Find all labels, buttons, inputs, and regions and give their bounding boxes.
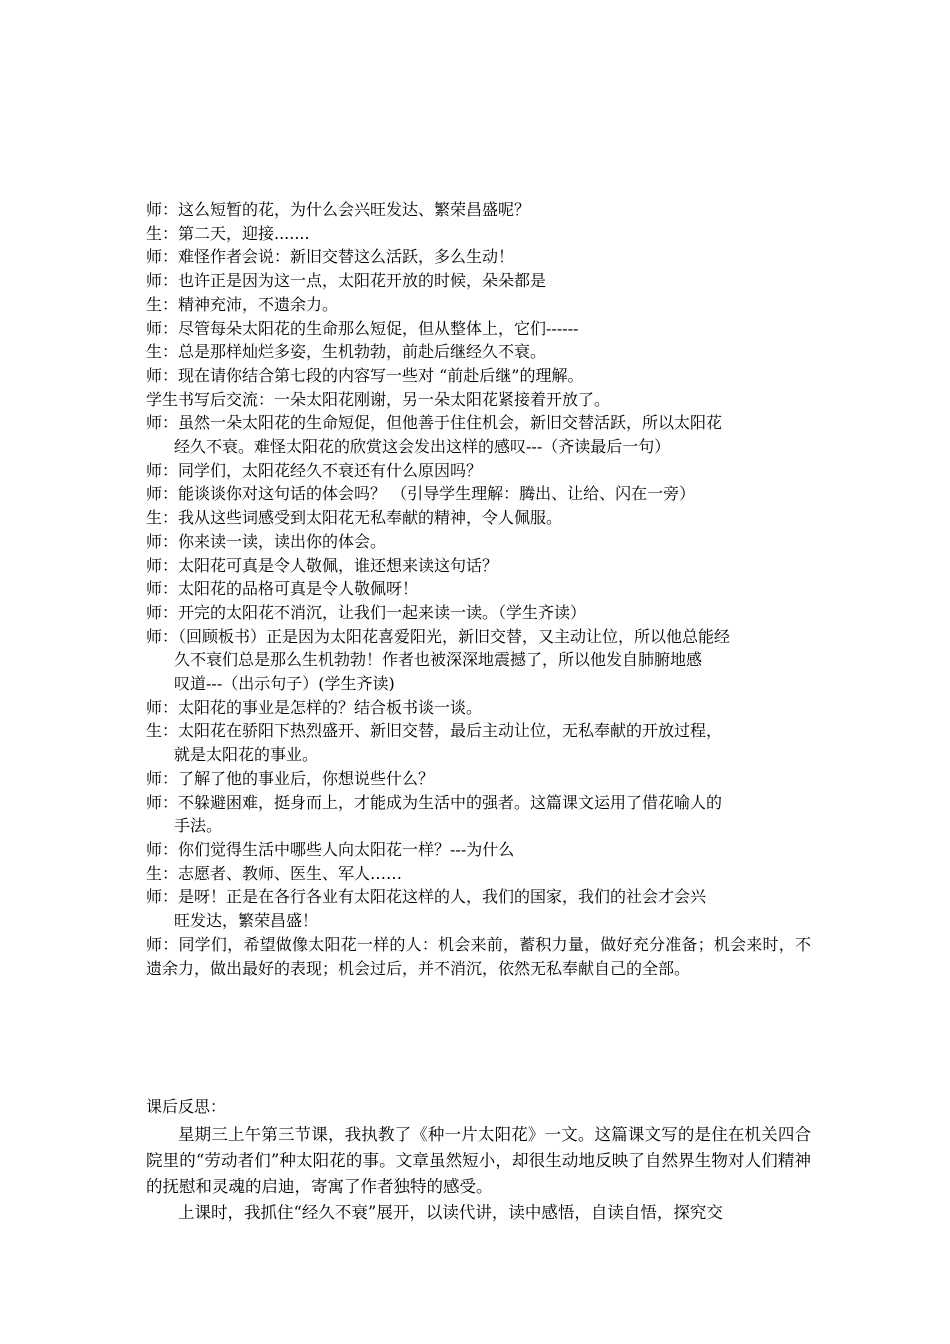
dialogue-line: 师：也许正是因为这一点，太阳花开放的时候，朵朵都是 — [146, 271, 547, 291]
dialogue-line: 师：了解了他的事业后，你想说些什么？ — [146, 768, 435, 788]
dialogue-line: 生：总是那样灿烂多姿，生机勃勃，前赴后继经久不衰。 — [146, 342, 547, 362]
dialogue-line: 师：太阳花可真是令人敬佩，谁还想来读这句话？ — [146, 555, 499, 575]
dialogue-line: 生：精神充沛，不遗余力。 — [146, 294, 339, 314]
dialogue-line: 生：志愿者、教师、医生、军人…… — [146, 863, 403, 883]
dialogue-line: 师：尽管每朵太阳花的生命那么短促，但从整体上，它们------ — [146, 318, 579, 338]
dialogue-line: 师：不躲避困难，挺身而上，才能成为生活中的强者。这篇课文运用了借花喻人的 — [146, 792, 723, 812]
dialogue-line-continued: 旺发达，繁荣昌盛！ — [174, 911, 319, 931]
dialogue-line: 师：你们觉得生活中哪些人向太阳花一样？---为什么 — [146, 839, 515, 859]
dialogue-line-continued: 久不衰们总是那么生机勃勃！作者也被深深地震撼了，所以他发自肺腑地感 — [174, 650, 703, 670]
dialogue-line: 师：虽然一朵太阳花的生命短促，但他善于住住机会，新旧交替活跃，所以太阳花 — [146, 413, 723, 433]
dialogue-line: 师：开完的太阳花不消沉，让我们一起来读一读。（学生齐读） — [146, 602, 587, 622]
reflection-paragraph: 星期三上午第三节课，我执教了《种一片太阳花》一文。这篇课文写的是住在机关四合院里的“劳动者们”种太阳花的事。文章虽然短小，却很生动地反映了自然界生物对人们精神的抚慰和灵魂的启迪，寄寓了作者独特的感受。 — [146, 1125, 811, 1196]
reflection-paragraph: 上课时，我抓住“经久不衰”展开，以读代讲，读中感悟，自读自悟，探究交 — [178, 1203, 723, 1222]
dialogue-line-continued: 就是太阳花的事业。 — [174, 745, 319, 765]
dialogue-line: 学生书写后交流：一朵太阳花刚谢，另一朵太阳花紧接着开放了。 — [146, 389, 611, 409]
dialogue-closing-paragraph: 师：同学们，希望做像太阳花一样的人：机会来前，蓄积力量，做好充分准备；机会来时，不遗余力，做出最好的表现；机会过后，并不消沉，依然无私奉献自己的全部。 — [146, 934, 811, 978]
dialogue-line: 师：现在请你结合第七段的内容写一些对 “前赴后继”的理解。 — [146, 365, 584, 385]
dialogue-line: 师：能谈谈你对这句话的体会吗？ （引导学生理解：腾出、让给、闪在一旁） — [146, 484, 696, 504]
dialogue-line: 师：难怪作者会说：新旧交替这么活跃，多么生动！ — [146, 247, 515, 267]
dialogue-line: 师：是呀！正是在各行各业有太阳花这样的人，我们的国家，我们的社会才会兴 — [146, 887, 707, 907]
dialogue-line: 师：同学们，太阳花经久不衰还有什么原因吗？ — [146, 460, 483, 480]
dialogue-line: 师：（回顾板书）正是因为太阳花喜爱阳光，新旧交替，又主动让位，所以他总能经 — [146, 626, 731, 646]
dialogue-line: 师：太阳花的事业是怎样的？结合板书谈一谈。 — [146, 697, 483, 717]
reflection-heading: 课后反思： — [146, 1097, 227, 1116]
dialogue-line-continued: 经久不衰。难怪太阳花的欣赏这会发出这样的感叹---（齐读最后一句） — [174, 437, 671, 457]
dialogue-line-continued: 叹道---（出示句子）(学生齐读) — [174, 674, 395, 694]
dialogue-line: 生：我从这些词感受到太阳花无私奉献的精神，令人佩服。 — [146, 508, 563, 528]
dialogue-line: 师：这么短暂的花，为什么会兴旺发达、繁荣昌盛呢？ — [146, 200, 531, 219]
dialogue-line: 生：第二天，迎接....... — [146, 223, 310, 243]
post-class-reflection — [146, 1094, 811, 1226]
classroom-dialogue — [146, 198, 811, 980]
dialogue-line-continued: 手法。 — [174, 816, 223, 836]
dialogue-line: 师：你来读一读，读出你的体会。 — [146, 531, 387, 551]
dialogue-line: 生：太阳花在骄阳下热烈盛开、新旧交替，最后主动让位，无私奉献的开放过程， — [146, 721, 723, 741]
dialogue-line: 师：太阳花的品格可真是令人敬佩呀！ — [146, 579, 419, 599]
